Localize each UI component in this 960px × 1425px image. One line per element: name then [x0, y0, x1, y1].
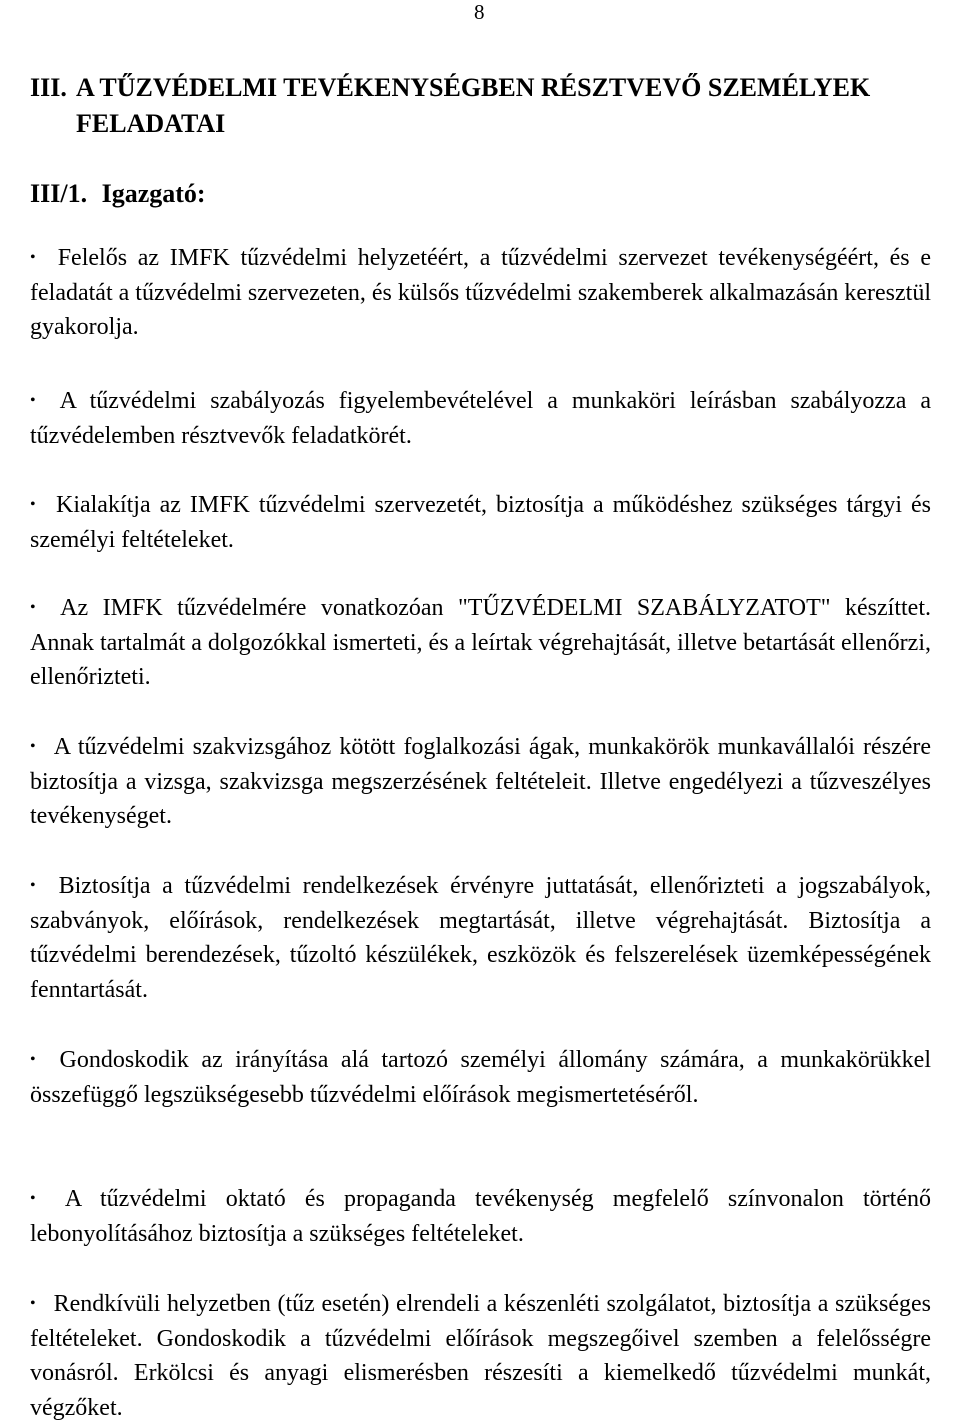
list-item-text: Felelős az IMFK tűzvédelmi helyzetéért, a tűzvédelmi szervezet tevékenységéért, és e feladatát a tűzvédelmi szervezeten, és külsős tűzvédelmi szakemberek alkalmazásán keresztül gyakorolja.	[30, 245, 931, 340]
list-item	[30, 1043, 931, 1112]
list-item-text: Gondoskodik az irányítása alá tartozó személyi állomány számára, a munkakörükkel összefüggő legszükségesebb tűzvédelmi előírások megismertetéséről.	[30, 1047, 932, 1108]
bullet-icon: •	[30, 496, 36, 513]
bullet-icon: •	[30, 877, 36, 894]
bullet-icon: •	[30, 1190, 36, 1207]
list-item	[30, 1287, 931, 1425]
chapter-number: III.	[30, 73, 67, 102]
section-title: Igazgató:	[101, 179, 206, 208]
bullet-icon: •	[30, 392, 36, 409]
list-item-text: A tűzvédelmi oktató és propaganda tevékenység megfelelő színvonalon történő lebonyolításához biztosítja a szükséges feltételeket.	[30, 1186, 931, 1247]
list-item	[30, 591, 931, 695]
chapter-title: A TŰZVÉDELMI TEVÉKENYSÉGBEN RÉSZTVEVŐ SZEMÉLYEK FELADATAI	[76, 73, 871, 138]
bullet-icon: •	[30, 738, 36, 755]
bullet-icon: •	[30, 249, 36, 266]
list-item	[30, 1182, 931, 1251]
bullet-icon: •	[30, 599, 36, 616]
list-item-text: Biztosítja a tűzvédelmi rendelkezések érvényre juttatását, ellenőrizteti a jogszabályok, szabványok, előírások, rendelkezések megtartását, illetve végrehajtását. Biztosítja a tűzvédelmi berendezések, tűzoltó készülékek, eszközök és felszerelések üzemképességének fenntartását.	[30, 873, 931, 1003]
list-item	[30, 869, 931, 1007]
list-item-text: A tűzvédelmi szabályozás figyelembevételével a munkaköri leírásban szabályozza a tűzvédelemben résztvevők feladatkörét.	[30, 388, 931, 449]
list-item	[30, 488, 931, 557]
list-item-text: Rendkívüli helyzetben (tűz esetén) elrendeli a készenléti szolgálatot, biztosítja a szükséges feltételeket. Gondoskodik a tűzvédelmi előírások megszegőivel szemben a felelősségre vonásról. Erkölcsi és anyagi elismerésben részesíti a kiemelkedő tűzvédelmi munkát, végzőket.	[30, 1291, 931, 1421]
list-item-text: A tűzvédelmi szakvizsgához kötött foglalkozási ágak, munkakörök munkavállalói részére biztosítja a vizsga, szakvizsga megszerzésének feltételeit. Illetve engedélyezi a tűzveszélyes tevékenységet.	[30, 734, 931, 829]
bullet-icon: •	[30, 1295, 36, 1312]
list-item-text: Az IMFK tűzvédelmére vonatkozóan "TŰZVÉDELMI SZABÁLYZATOT" készíttet. Annak tartalmát a dolgozókkal ismerteti, és a leírtak végrehajtását, illetve betartását ellenőrzi, ellenőrizteti.	[30, 595, 931, 690]
list-item	[30, 730, 931, 834]
section-heading	[30, 176, 206, 212]
page-number: 8	[474, 0, 485, 24]
bullet-icon: •	[30, 1051, 36, 1068]
list-item-text: Kialakítja az IMFK tűzvédelmi szervezetét, biztosítja a működéshez szükséges tárgyi és személyi feltételeket.	[30, 492, 932, 553]
list-item	[30, 241, 931, 345]
chapter-heading	[30, 70, 930, 142]
section-number: III/1.	[30, 179, 88, 208]
list-item	[30, 384, 931, 453]
